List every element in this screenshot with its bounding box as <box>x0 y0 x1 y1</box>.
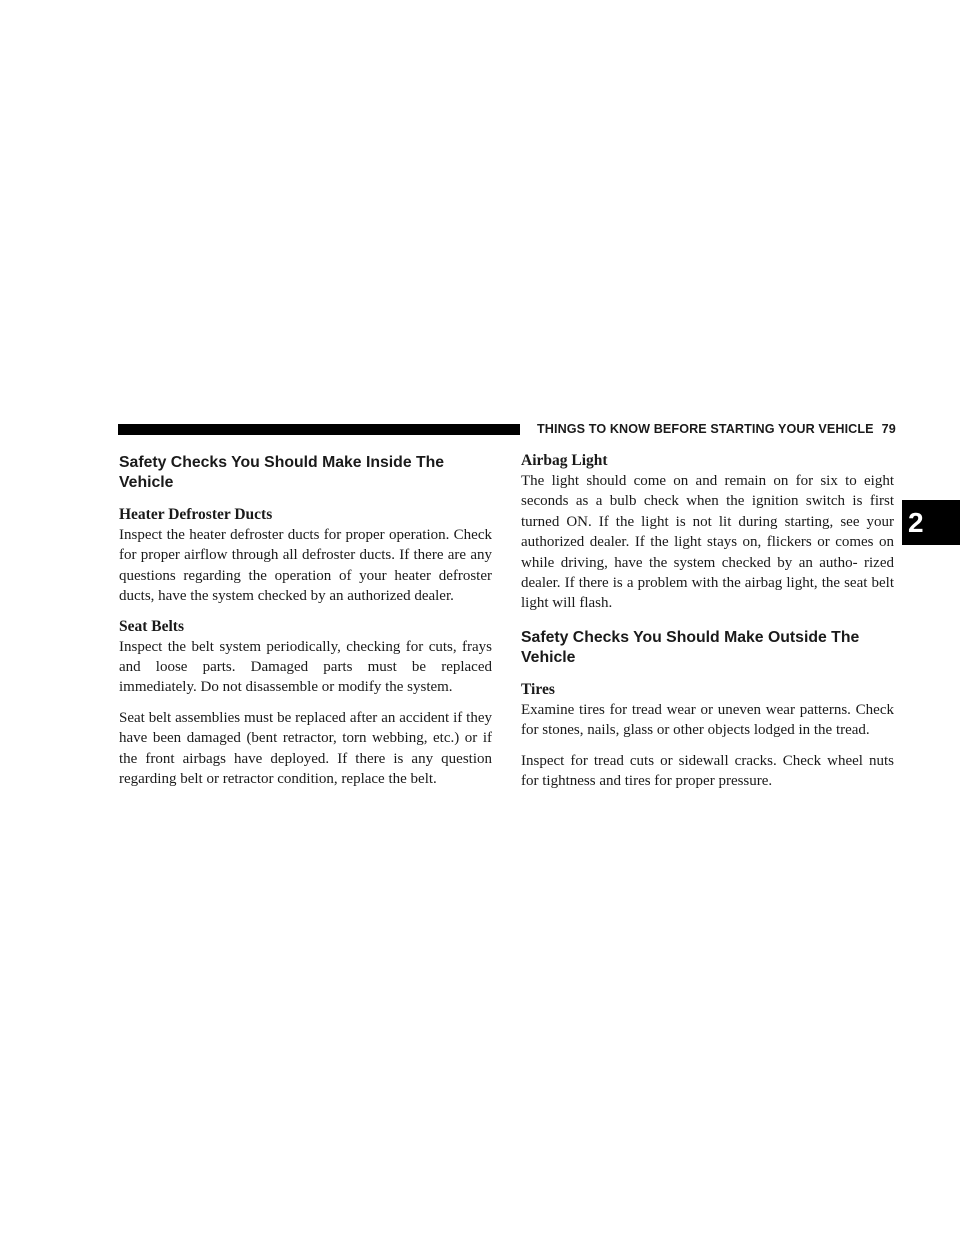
heading-heater-defroster: Heater Defroster Ducts <box>119 506 273 523</box>
heading-seat-belts: Seat Belts <box>119 617 185 635</box>
paragraph-seat-belts-2: Seat belt assemblies must be replaced after an accident if they have been damaged (bent retractor, torn webbing, etc.) or if the front airbags have deployed. If there is any question regarding belt or retractor condition, replace the belt. <box>119 709 492 788</box>
paragraph-airbag-light: The light should come on and remain on for six to eight seconds as a bulb check when the ignition switch is first turned ON. If the light is not lit during starting, see your authorized dealer. If the light stays on, flickers or comes on while driving, have the system checked by an autho- rized dealer. If there is a problem with the airbag light, the seat belt light will flash. <box>521 473 894 612</box>
chapter-tab: 2 <box>902 500 960 545</box>
heading-tires: Tires <box>521 680 555 698</box>
heading-airbag-light: Airbag Light <box>521 452 608 469</box>
right-column <box>521 451 894 801</box>
paragraph-tires-1: Examine tires for tread wear or uneven wear patterns. Check for stones, nails, glass or other objects lodged in the tread. <box>521 701 894 739</box>
section-title-outside: Safety Checks You Should Make Outside The Vehicle <box>521 628 860 666</box>
running-head <box>537 422 897 436</box>
section-title-inside: Safety Checks You Should Make Inside The Vehicle <box>119 454 445 491</box>
header-rule <box>118 424 520 435</box>
page-number: 79 <box>881 422 896 436</box>
paragraph-seat-belts-1: Inspect the belt system periodically, checking for cuts, frays and loose parts. Damaged parts must be replaced immediately. Do not disassemble or modify the system. <box>119 638 492 696</box>
paragraph-tires-2: Inspect for tread cuts or sidewall cracks. Check wheel nuts for tightness and tires for proper pressure. <box>521 752 894 790</box>
paragraph-heater-defroster: Inspect the heater defroster ducts for proper operation. Check for proper airflow through all defroster ducts. If there are any questions regarding the operation of your heater defroster ducts, have the system checked by an authorized dealer. <box>119 527 492 605</box>
running-title: THINGS TO KNOW BEFORE STARTING YOUR VEHICLE <box>537 422 874 436</box>
left-column <box>119 453 492 799</box>
